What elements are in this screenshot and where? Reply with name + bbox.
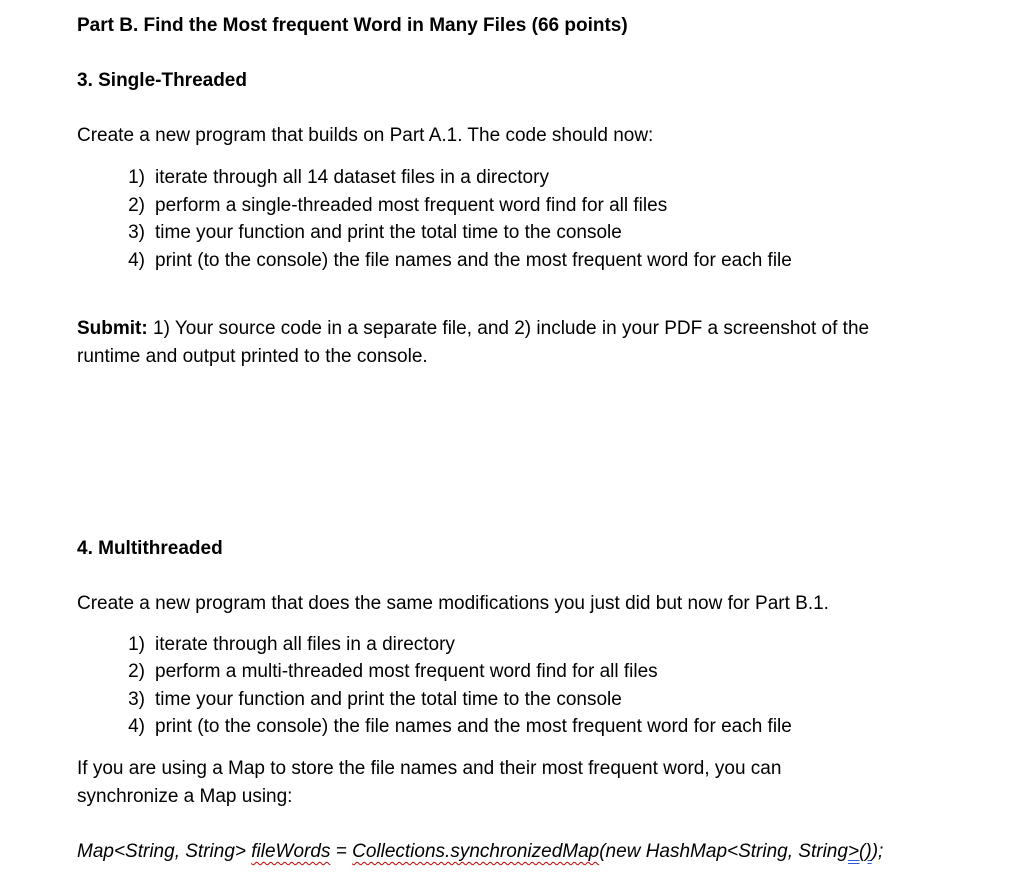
list-item-text: perform a single-threaded most frequent word find for all files	[155, 195, 668, 216]
list-item-number: 4)	[128, 250, 145, 271]
list-item-number: 4)	[128, 716, 145, 737]
list-item-number: 1)	[128, 634, 145, 655]
section-4-heading: 4. Multithreaded	[77, 538, 223, 559]
submit-text: 1) Your source code in a separate file, and 2) include in your PDF a screenshot of the	[147, 318, 870, 339]
code-part-spellcheck: Collections.synchronizedMap	[352, 841, 600, 862]
list-item-number: 3)	[128, 689, 145, 710]
code-snippet	[77, 841, 883, 863]
code-part-grammar: >()	[847, 841, 872, 862]
section-3-heading: 3. Single-Threaded	[77, 70, 247, 91]
section-4-intro: Create a new program that does the same modifications you just did but now for Part B.1.	[77, 593, 829, 614]
list-item-text: time your function and print the total time to the console	[155, 222, 622, 243]
map-note-line-2: synchronize a Map using:	[77, 786, 293, 807]
list-item-text: perform a multi-threaded most frequent word find for all files	[155, 661, 658, 682]
code-part: Map<String, String>	[77, 841, 252, 862]
submit-line-2: runtime and output printed to the console.	[77, 346, 428, 367]
list-item-text: iterate through all files in a directory	[155, 634, 455, 655]
list-item-text: print (to the console) the file names and the most frequent word for each file	[155, 250, 792, 271]
list-item-number: 2)	[128, 195, 145, 216]
list-item-number: 1)	[128, 167, 145, 188]
list-item-text: print (to the console) the file names and the most frequent word for each file	[155, 716, 792, 737]
submit-line-1	[77, 318, 869, 340]
submit-label: Submit:	[77, 318, 148, 339]
part-b-title: Part B. Find the Most frequent Word in Many Files (66 points)	[77, 15, 628, 36]
list-item-text: iterate through all 14 dataset files in a directory	[155, 167, 549, 188]
list-item-number: 2)	[128, 661, 145, 682]
code-part: =	[330, 841, 353, 862]
code-part: );	[871, 841, 884, 862]
section-3-intro: Create a new program that builds on Part A.1. The code should now:	[77, 125, 654, 146]
code-part: (new HashMap<String, String	[599, 841, 848, 862]
list-item-text: time your function and print the total time to the console	[155, 689, 622, 710]
code-part-spellcheck: fileWords	[251, 841, 331, 862]
list-item-number: 3)	[128, 222, 145, 243]
map-note-line-1: If you are using a Map to store the file names and their most frequent word, you can	[77, 758, 782, 779]
